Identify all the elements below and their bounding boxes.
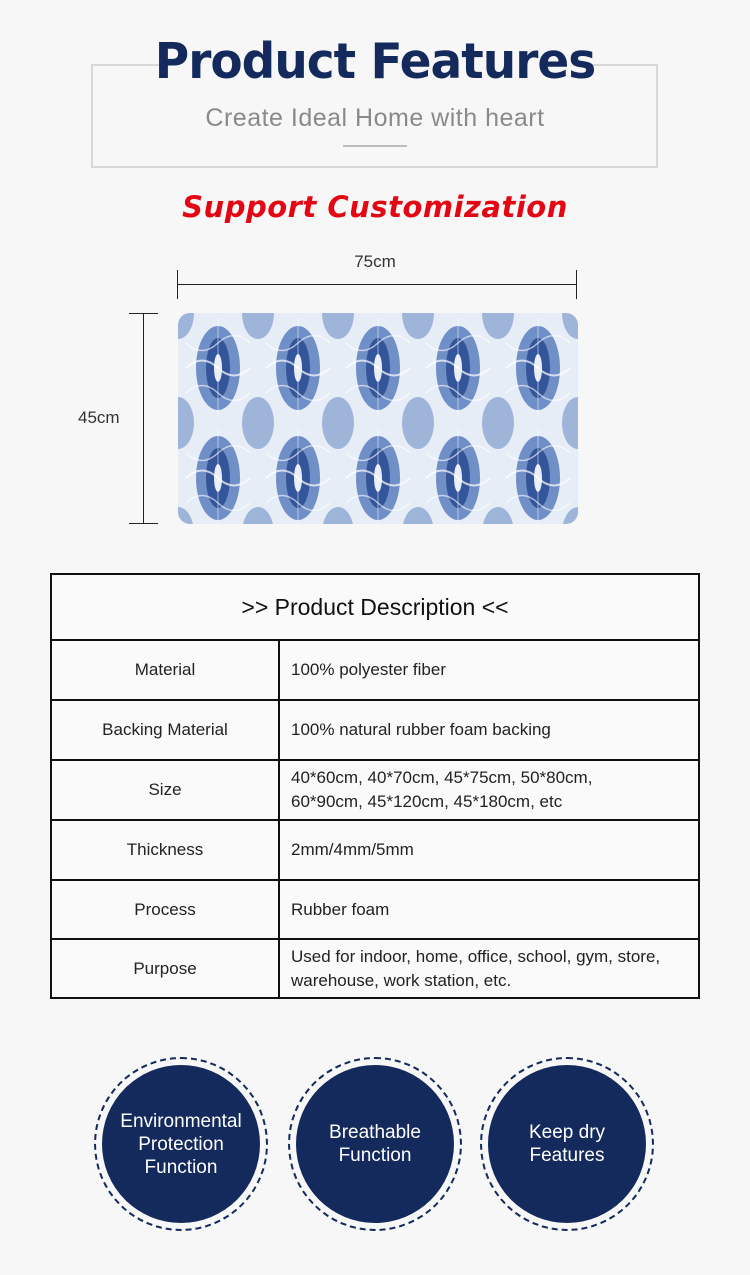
feature-badge-environmental (94, 1057, 268, 1231)
table-row (52, 940, 698, 997)
height-dimension-line (143, 313, 144, 524)
product-description-table (50, 573, 700, 999)
row-label: Process (52, 881, 280, 938)
subtitle-divider (343, 145, 407, 147)
height-dimension-tick-top (129, 313, 158, 314)
table-row (52, 881, 698, 940)
row-value: 100% polyester fiber (291, 660, 446, 679)
row-label: Backing Material (52, 701, 280, 759)
page-title: Product Features (154, 32, 596, 91)
feature-label: Breathable Function (296, 1065, 454, 1223)
table-row (52, 701, 698, 761)
row-label: Size (52, 761, 280, 819)
table-row (52, 821, 698, 881)
width-dimension-tick-right (576, 270, 577, 299)
width-dimension-label: 75cm (354, 252, 396, 271)
table-row (52, 761, 698, 821)
row-label: Purpose (52, 940, 280, 997)
feature-badge-breathable (288, 1057, 462, 1231)
height-dimension-label: 45cm (78, 408, 120, 427)
customization-title: Support Customization (182, 190, 568, 224)
row-label: Thickness (52, 821, 280, 879)
product-description-heading: >> Product Description << (52, 575, 698, 641)
height-dimension-tick-bottom (129, 523, 158, 524)
page-subtitle: Create Ideal Home with heart (205, 104, 545, 132)
feature-badge-keep-dry (480, 1057, 654, 1231)
row-value: Used for indoor, home, office, school, gym, store, warehouse, work station, etc. (291, 946, 661, 990)
row-value: 100% natural rubber foam backing (291, 720, 551, 739)
row-value: 2mm/4mm/5mm (291, 840, 414, 859)
mat-product-image (178, 313, 578, 524)
feature-label: Environmental Protection Function (102, 1065, 260, 1223)
feature-label: Keep dry Features (488, 1065, 646, 1223)
row-label: Material (52, 641, 280, 699)
width-dimension-line (178, 284, 577, 285)
width-dimension-tick-left (177, 270, 178, 299)
row-value: 40*60cm, 40*70cm, 45*75cm, 50*80cm, 60*90cm, 45*120cm, 45*180cm, etc (291, 768, 593, 811)
table-row (52, 641, 698, 701)
row-value: Rubber foam (291, 899, 390, 919)
